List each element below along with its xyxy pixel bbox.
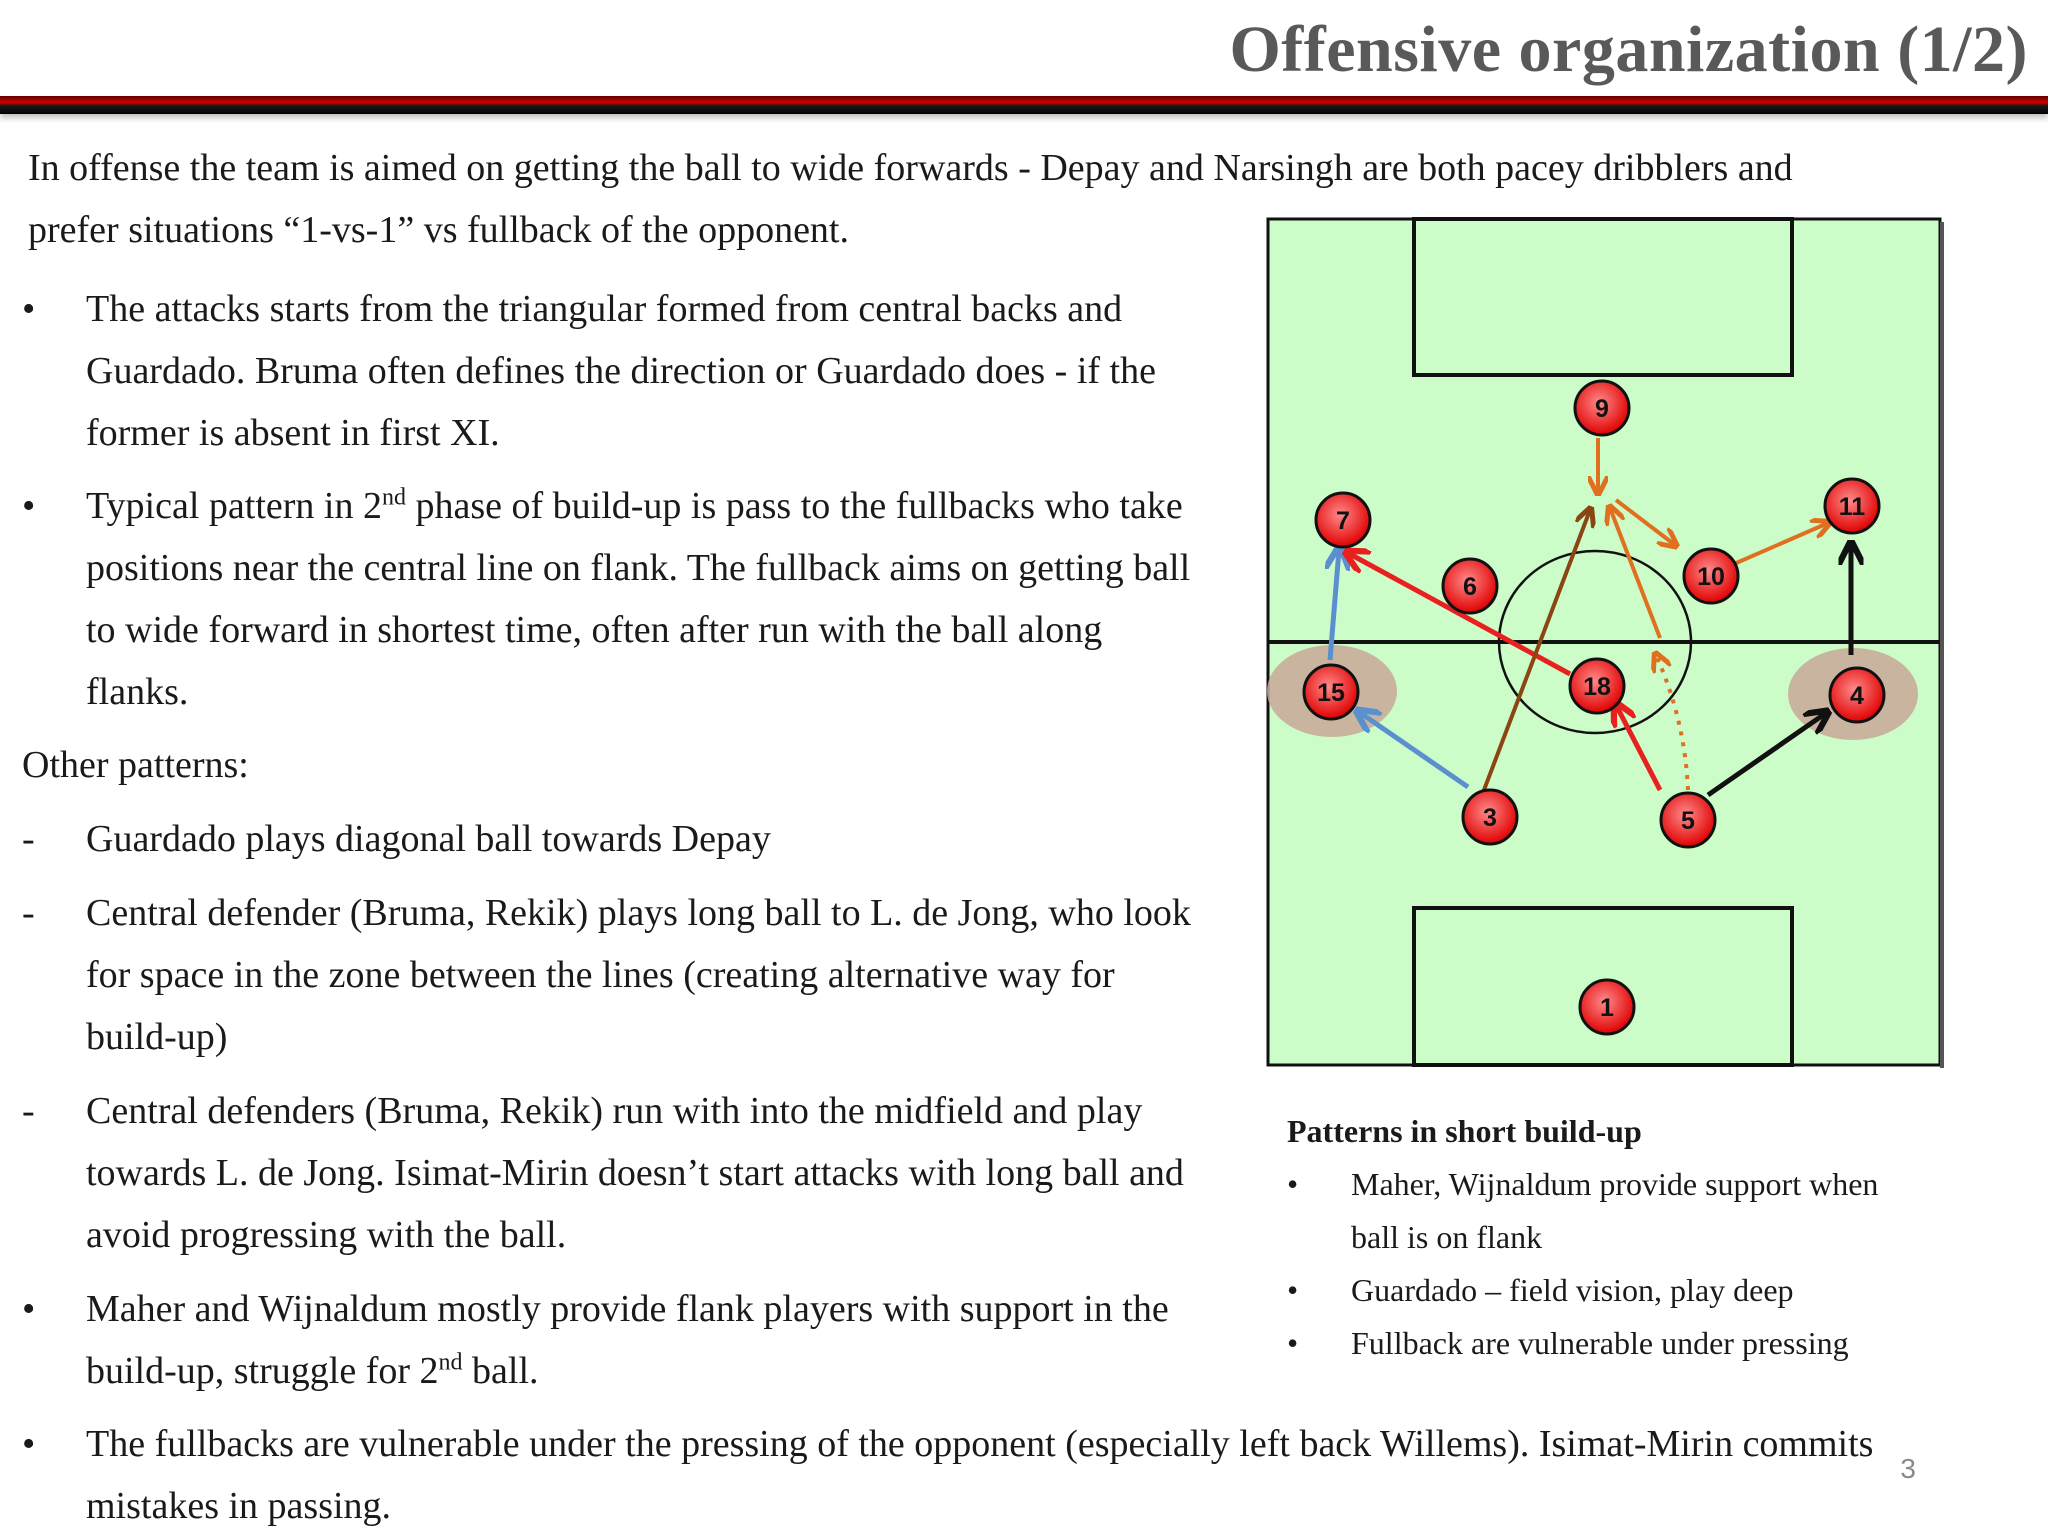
text-run: Typical pattern in 2 bbox=[86, 485, 382, 527]
svg-text:11: 11 bbox=[1838, 493, 1866, 521]
bullet-marker: • bbox=[1287, 1272, 1299, 1308]
caption-line: Fullback are vulnerable under pressing bbox=[1351, 1325, 1849, 1361]
other-patterns-heading: Other patterns: bbox=[22, 744, 249, 786]
dash-marker: - bbox=[22, 818, 35, 860]
player-10 bbox=[1684, 549, 1738, 603]
intro-line: In offense the team is aimed on getting the ball to wide forwards - Depay and Narsingh are both pacey dribblers and bbox=[28, 147, 1793, 189]
svg-text:10: 10 bbox=[1697, 563, 1725, 591]
bullet-marker: • bbox=[1287, 1325, 1299, 1361]
text-run: phase of build-up is pass to the fullbacks who take bbox=[405, 485, 1183, 527]
caption-line: Guardado – field vision, play deep bbox=[1351, 1272, 1794, 1308]
pitch-edge-shadow bbox=[1940, 222, 1944, 1068]
bullet-line: positions near the central line on flank. The fullback aims on getting ball bbox=[86, 547, 1191, 589]
bullet-line bbox=[86, 1340, 1169, 1402]
bullet-marker: • bbox=[22, 288, 36, 330]
bullet-marker: • bbox=[22, 485, 36, 527]
player-6 bbox=[1443, 559, 1497, 613]
player-5 bbox=[1661, 793, 1715, 847]
svg-text:5: 5 bbox=[1681, 807, 1695, 835]
bullet-line: flanks. bbox=[86, 671, 189, 713]
caption-line: Maher, Wijnaldum provide support when bbox=[1351, 1166, 1879, 1202]
bullet-marker: • bbox=[22, 1423, 36, 1465]
bullet-marker: • bbox=[1287, 1166, 1299, 1202]
dash-line: build-up) bbox=[86, 1016, 228, 1058]
player-11 bbox=[1825, 479, 1879, 533]
caption-item bbox=[1287, 1317, 2007, 1370]
dash-line: Central defender (Bruma, Rekik) plays long ball to L. de Jong, who look bbox=[86, 892, 1191, 934]
dash-line: towards L. de Jong. Isimat-Mirin doesn’t start attacks with long ball and bbox=[86, 1152, 1184, 1194]
bullet-line: former is absent in first XI. bbox=[86, 412, 500, 454]
text-run: ball. bbox=[462, 1350, 539, 1392]
caption-item bbox=[1287, 1158, 2007, 1264]
bullet-line bbox=[86, 475, 1190, 537]
player-3 bbox=[1463, 790, 1517, 844]
text-run: build-up, struggle for 2 bbox=[86, 1350, 439, 1392]
superscript: nd bbox=[438, 1349, 463, 1376]
slide-title: Offensive organization (1/2) bbox=[1229, 13, 2028, 86]
svg-text:4: 4 bbox=[1850, 682, 1864, 710]
dash-line: Central defenders (Bruma, Rekik) run with into the midfield and play bbox=[86, 1090, 1143, 1132]
dash-marker: - bbox=[22, 1090, 35, 1132]
tactical-pitch-diagram bbox=[1264, 216, 1944, 1069]
caption-item bbox=[1287, 1264, 2007, 1317]
player-4 bbox=[1830, 668, 1884, 722]
svg-text:6: 6 bbox=[1463, 573, 1477, 601]
dash-line: for space in the zone between the lines (creating alternative way for bbox=[86, 954, 1115, 996]
intro-line: prefer situations “1-vs-1” vs fullback of the opponent. bbox=[28, 209, 849, 251]
svg-text:7: 7 bbox=[1336, 507, 1350, 535]
player-18 bbox=[1570, 659, 1624, 713]
bullet-line: The fullbacks are vulnerable under the pressing of the opponent (especially left back Willems). Isimat-Mirin commits bbox=[86, 1423, 1874, 1465]
superscript: nd bbox=[381, 484, 406, 511]
title-divider-bar bbox=[0, 96, 2048, 114]
player-7 bbox=[1316, 493, 1370, 547]
caption-line: ball is on flank bbox=[1351, 1219, 1543, 1255]
bullet-marker: • bbox=[22, 1288, 36, 1330]
bullet-line: Guardado. Bruma often defines the direction or Guardado does - if the bbox=[86, 350, 1156, 392]
bullet-line: The attacks starts from the triangular formed from central backs and bbox=[86, 288, 1123, 330]
bullet-line: mistakes in passing. bbox=[86, 1485, 392, 1527]
page-number: 3 bbox=[1900, 1453, 1916, 1484]
player-15 bbox=[1304, 665, 1358, 719]
player-9 bbox=[1575, 381, 1629, 435]
player-1 bbox=[1580, 980, 1634, 1034]
svg-text:18: 18 bbox=[1583, 673, 1611, 701]
dash-line: avoid progressing with the ball. bbox=[86, 1214, 567, 1256]
svg-text:3: 3 bbox=[1483, 804, 1497, 832]
diagram-caption bbox=[1287, 1108, 2007, 1370]
caption-title: Patterns in short build-up bbox=[1287, 1113, 1642, 1149]
dash-marker: - bbox=[22, 892, 35, 934]
svg-text:9: 9 bbox=[1595, 395, 1609, 423]
dash-line: Guardado plays diagonal ball towards Depay bbox=[86, 818, 771, 860]
bullet-line: to wide forward in shortest time, often after run with the ball along bbox=[86, 609, 1103, 651]
svg-text:15: 15 bbox=[1317, 679, 1345, 707]
svg-text:1: 1 bbox=[1600, 994, 1614, 1022]
bullet-line: Maher and Wijnaldum mostly provide flank players with support in the bbox=[86, 1288, 1169, 1330]
